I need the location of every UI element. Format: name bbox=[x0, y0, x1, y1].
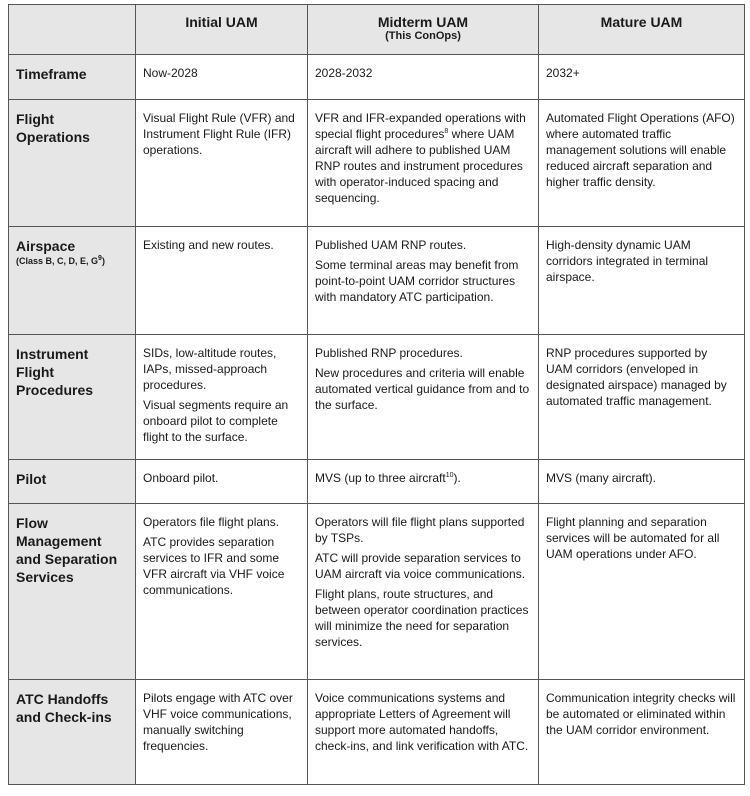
row-label-flight-operations: Flight Operations bbox=[9, 100, 136, 227]
cell-timeframe-midterm: 2028-2032 bbox=[308, 55, 539, 100]
row-flow-management bbox=[9, 504, 745, 680]
cell-flow-initial: Operators file flight plans. ATC provides separation services to IFR and some VFR aircraft via VHF voice communications. bbox=[136, 504, 308, 680]
row-label-atc-handoffs: ATC Handoffs and Check-ins bbox=[9, 680, 136, 785]
header-row bbox=[9, 5, 745, 55]
cell-airspace-midterm: Published UAM RNP routes. Some terminal areas may benefit from point-to-point UAM corridor structures with mandatory ATC participation. bbox=[308, 227, 539, 335]
cell-pilot-initial: Onboard pilot. bbox=[136, 460, 308, 504]
cell-timeframe-initial: Now-2028 bbox=[136, 55, 308, 100]
cell-atc-mature: Communication integrity checks will be automated or eliminated within the UAM corridor environment. bbox=[539, 680, 745, 785]
header-midterm-uam bbox=[308, 5, 539, 55]
row-label-pilot: Pilot bbox=[9, 460, 136, 504]
cell-atc-initial: Pilots engage with ATC over VHF voice communications, manually switching frequencies. bbox=[136, 680, 308, 785]
footnote-8: 8 bbox=[444, 128, 449, 135]
cell-timeframe-mature: 2032+ bbox=[539, 55, 745, 100]
row-airspace bbox=[9, 227, 745, 335]
cell-procedures-initial: SIDs, low-altitude routes, IAPs, missed-approach procedures. Visual segments require an onboard pilot to complete flight to the surface. bbox=[136, 335, 308, 460]
header-initial-uam: Initial UAM bbox=[136, 5, 308, 55]
row-pilot bbox=[9, 460, 745, 504]
header-midterm-sub: (This ConOps) bbox=[385, 30, 461, 42]
header-midterm-label: Midterm UAM bbox=[377, 14, 469, 30]
cell-atc-midterm: Voice communications systems and appropriate Letters of Agreement will support more automated handoffs, check-ins, and link verification with ATC. bbox=[308, 680, 539, 785]
airspace-classes: (Class B, C, D, E, $G^9$) bbox=[16, 255, 105, 266]
cell-flight-ops-initial: Visual Flight Rule (VFR) and Instrument Flight Rule (IFR) operations. bbox=[136, 100, 308, 227]
row-label-instrument-procedures: Instrument Flight Procedures bbox=[9, 335, 136, 460]
cell-airspace-initial: Existing and new routes. bbox=[136, 227, 308, 335]
row-instrument-procedures bbox=[9, 335, 745, 460]
header-corner bbox=[9, 5, 136, 55]
cell-flight-ops-midterm: VFR and IFR-expanded operations with special flight procedures$^8$ where UAM aircraft will adhere to published UAM RNP routes and instrument procedures with operator-induced spacing and sequencing. bbox=[308, 100, 539, 227]
cell-procedures-mature: RNP procedures supported by UAM corridors (enveloped in designated airspace) managed by automated traffic management. bbox=[539, 335, 745, 460]
cell-flow-midterm: Operators will file flight plans supported by TSPs. ATC will provide separation services to UAM aircraft via voice communications. Flight plans, route structures, and between operator coordination practices will minimize the need for separation services. bbox=[308, 504, 539, 680]
cell-pilot-mature: MVS (many aircraft). bbox=[539, 460, 745, 504]
cell-pilot-midterm: MVS (up to three aircraft$^{10}$). bbox=[308, 460, 539, 504]
footnote-10: 10 bbox=[445, 472, 454, 479]
row-timeframe bbox=[9, 55, 745, 100]
cell-airspace-mature: High-density dynamic UAM corridors integrated in terminal airspace. bbox=[539, 227, 745, 335]
cell-procedures-midterm: Published RNP procedures. New procedures and criteria will enable automated vertical guidance from and to the surface. bbox=[308, 335, 539, 460]
uam-maturity-table bbox=[8, 4, 745, 785]
header-mature-uam: Mature UAM bbox=[539, 5, 745, 55]
row-label-flow-management: Flow Management and Separation Services bbox=[9, 504, 136, 680]
cell-flight-ops-mature: Automated Flight Operations (AFO) where automated traffic management solutions will enable reduced aircraft separation and higher traffic density. bbox=[539, 100, 745, 227]
row-flight-operations bbox=[9, 100, 745, 227]
row-label-airspace: Airspace (Class B, C, D, E, $G^9$) bbox=[9, 227, 136, 335]
row-label-timeframe: Timeframe bbox=[9, 55, 136, 100]
cell-flow-mature: Flight planning and separation services will be automated for all UAM operations under AFO. bbox=[539, 504, 745, 680]
row-atc-handoffs bbox=[9, 680, 745, 785]
footnote-9: 9 bbox=[98, 255, 102, 262]
